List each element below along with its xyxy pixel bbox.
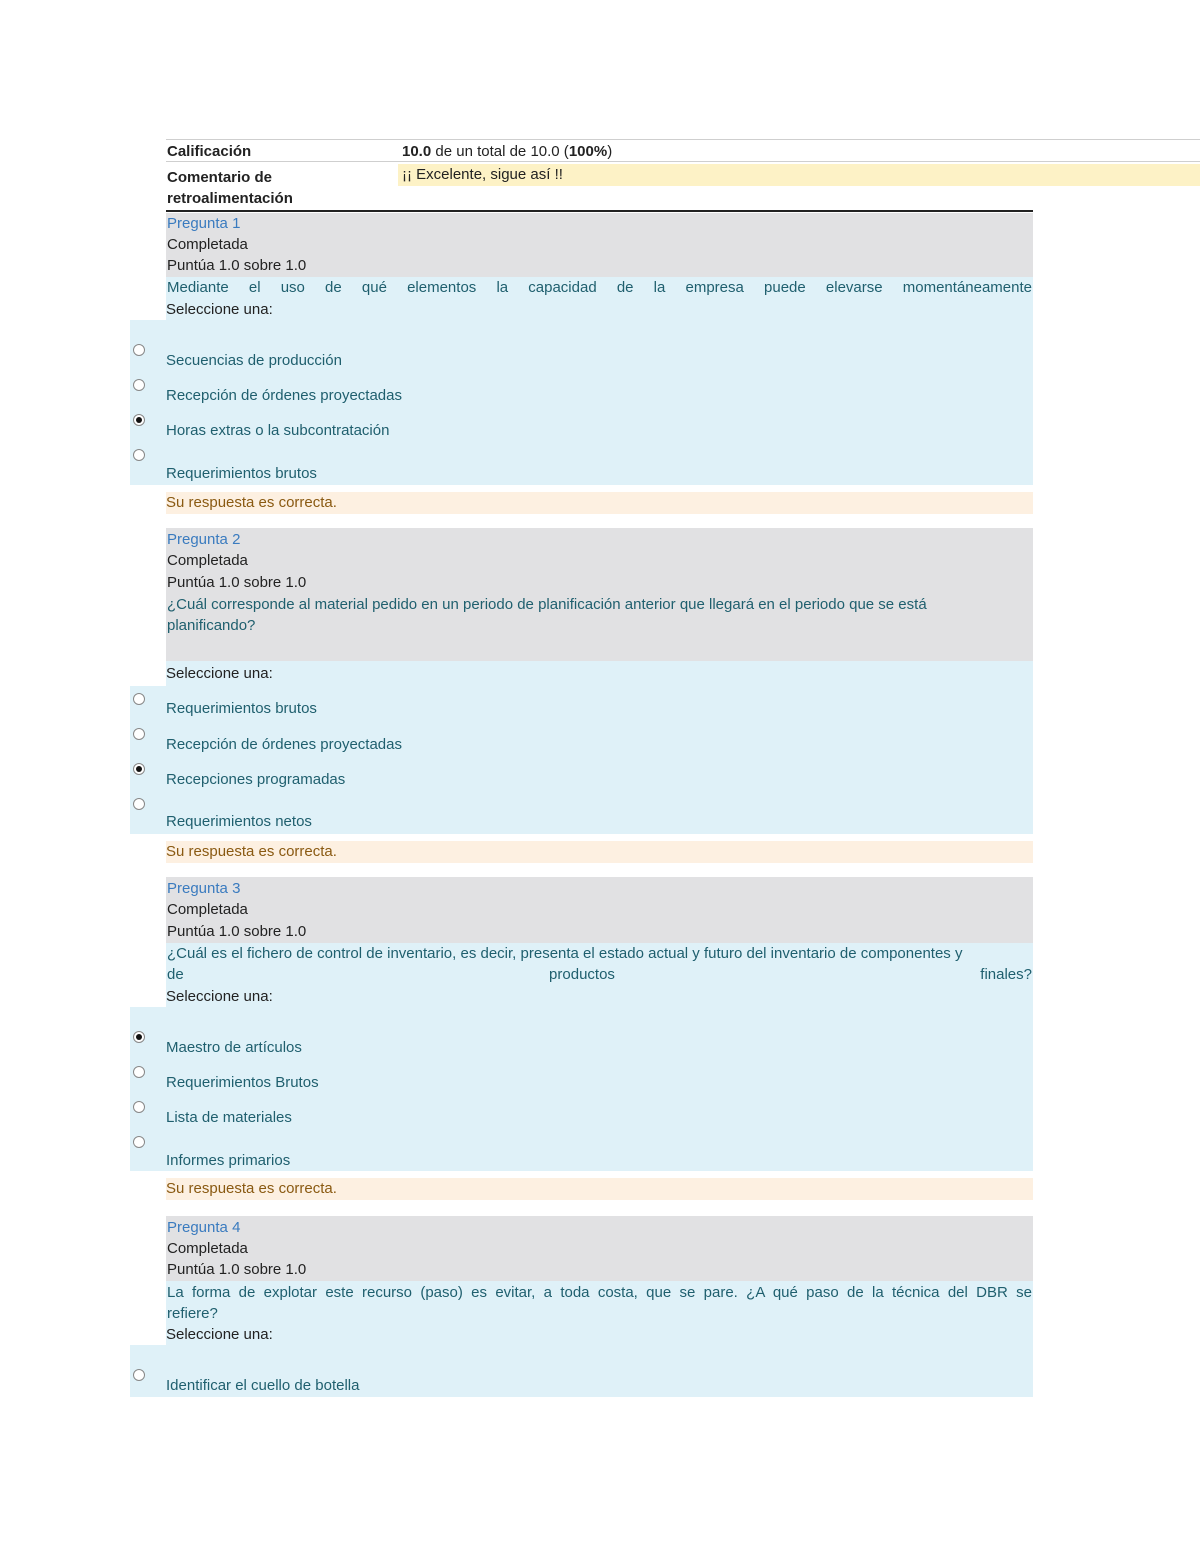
- question-1-text: Mediante el uso de qué elementos la capacidad de la empresa puede elevarse momentáneamente: [167, 279, 1032, 296]
- question-3-prompt: Seleccione una:: [166, 988, 273, 1005]
- question-4-option-1-label[interactable]: Identificar el cuello de botella: [166, 1377, 360, 1394]
- header-top-rule: [166, 139, 1200, 140]
- grade-close: ): [607, 143, 613, 160]
- question-4-text-line2: refiere?: [167, 1305, 218, 1322]
- question-3-status: Completada: [167, 901, 248, 918]
- question-2-option-3-label[interactable]: Recepciones programadas: [166, 771, 346, 788]
- grade-value: [402, 142, 612, 162]
- question-1-option-2-radio[interactable]: [133, 379, 145, 391]
- question-4-title[interactable]: [167, 1218, 240, 1238]
- question-3-number: 3: [232, 880, 241, 897]
- question-1-option-2-label[interactable]: Recepción de órdenes proyectadas: [166, 387, 402, 404]
- question-2-score: Puntúa 1.0 sobre 1.0: [167, 574, 307, 591]
- grade-percent: 100%: [568, 143, 608, 160]
- grade-score: 10.0: [402, 143, 432, 160]
- question-2-gap: [130, 661, 166, 686]
- header-mid-rule: [166, 161, 1200, 162]
- question-2-text-line1: ¿Cuál corresponde al material pedido en un periodo de planificación anterior que llegará en el periodo que se está: [167, 596, 927, 613]
- feedback-value: ¡¡ Excelente, sigue así !!: [402, 166, 563, 183]
- question-2-title[interactable]: [167, 530, 240, 550]
- question-2-number: 2: [232, 531, 241, 548]
- question-4-status: Completada: [167, 1240, 248, 1257]
- question-2-title-word: Pregunta: [167, 531, 228, 548]
- question-3-gap: [130, 943, 166, 1007]
- question-3-score: Puntúa 1.0 sobre 1.0: [167, 923, 307, 940]
- question-3-title[interactable]: [167, 879, 240, 899]
- question-2-text-line2: planificando?: [167, 617, 256, 634]
- question-4-title-word: Pregunta: [167, 1219, 228, 1236]
- question-3-option-2-radio[interactable]: [133, 1066, 145, 1078]
- question-4-gap: [130, 1281, 166, 1345]
- question-3-option-3-label[interactable]: Lista de materiales: [166, 1109, 292, 1126]
- question-3-option-4-label[interactable]: Informes primarios: [166, 1152, 291, 1169]
- question-3-text-line2: de productos finales?: [167, 966, 1032, 983]
- question-2-feedback: Su respuesta es correcta.: [166, 841, 1033, 863]
- question-1-option-4-radio[interactable]: [133, 449, 145, 461]
- question-2-option-2-label[interactable]: Recepción de órdenes proyectadas: [166, 736, 402, 753]
- question-2-option-4-label[interactable]: Requerimientos netos: [166, 813, 312, 830]
- question-2-option-2-radio[interactable]: [133, 728, 145, 740]
- feedback-label-line1: Comentario de: [167, 169, 273, 186]
- question-1-feedback: Su respuesta es correcta.: [166, 492, 1033, 514]
- question-3-text-line1: ¿Cuál es el fichero de control de inventario, es decir, presenta el estado actual y futuro del inventario de componentes y: [167, 945, 963, 962]
- question-3-option-2-label[interactable]: Requerimientos Brutos: [166, 1074, 319, 1091]
- question-1-title-word: Pregunta: [167, 215, 228, 232]
- question-4-prompt: Seleccione una:: [166, 1326, 273, 1343]
- question-1-number: 1: [232, 215, 241, 232]
- question-2-option-3-radio[interactable]: [133, 763, 145, 775]
- question-1-score: Puntúa 1.0 sobre 1.0: [167, 257, 307, 274]
- header-bottom-rule: [166, 210, 1033, 212]
- question-2-prompt: Seleccione una:: [166, 665, 273, 682]
- question-2-option-4-radio[interactable]: [133, 798, 145, 810]
- question-4-score: Puntúa 1.0 sobre 1.0: [167, 1261, 307, 1278]
- question-3-option-3-radio[interactable]: [133, 1101, 145, 1113]
- question-1-option-3-label[interactable]: Horas extras o la subcontratación: [166, 422, 390, 439]
- question-1-option-1-radio[interactable]: [133, 344, 145, 356]
- question-2-option-1-radio[interactable]: [133, 693, 145, 705]
- question-2-status: Completada: [167, 552, 248, 569]
- question-4-text-line1: La forma de explotar este recurso (paso) es evitar, a toda costa, que se pare. ¿A qué paso de la técnica del DBR se: [167, 1284, 1032, 1301]
- grade-label: Calificación: [167, 143, 252, 160]
- question-1-prompt: Seleccione una:: [166, 301, 273, 318]
- question-1-gap: [130, 277, 166, 320]
- question-3-option-1-label[interactable]: Maestro de artículos: [166, 1039, 302, 1056]
- question-1-option-1-label[interactable]: Secuencias de producción: [166, 352, 342, 369]
- question-3-option-1-radio[interactable]: [133, 1031, 145, 1043]
- feedback-label-line2: retroalimentación: [167, 190, 293, 207]
- question-1-status: Completada: [167, 236, 248, 253]
- question-3-title-word: Pregunta: [167, 880, 228, 897]
- question-1-option-4-label[interactable]: Requerimientos brutos: [166, 465, 317, 482]
- question-1-title[interactable]: [167, 214, 240, 234]
- grade-total: de un total de 10.0 (: [431, 143, 569, 160]
- question-3-option-4-radio[interactable]: [133, 1136, 145, 1148]
- question-3-feedback: Su respuesta es correcta.: [166, 1178, 1033, 1200]
- question-1-option-3-radio[interactable]: [133, 414, 145, 426]
- question-2-option-1-label[interactable]: Requerimientos brutos: [166, 700, 317, 717]
- question-4-number: 4: [232, 1219, 241, 1236]
- question-4-option-1-radio[interactable]: [133, 1369, 145, 1381]
